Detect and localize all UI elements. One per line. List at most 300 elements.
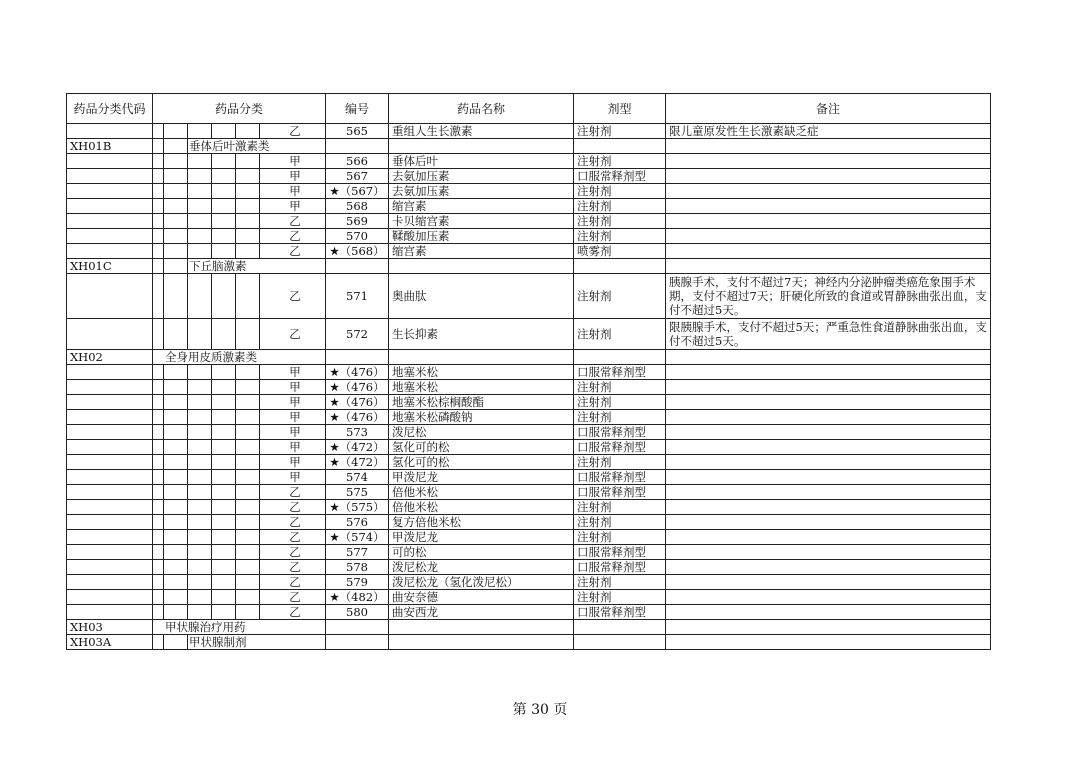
number-cell: ★（476） — [326, 380, 389, 395]
table-row — [67, 350, 991, 365]
category-label: 甲状腺治疗用药 — [165, 620, 246, 634]
tree-divider — [187, 545, 188, 559]
tree-divider — [235, 169, 236, 183]
insurance-level: 甲 — [289, 395, 301, 409]
tree-divider — [163, 530, 164, 544]
insurance-level: 乙 — [289, 289, 301, 303]
tree-divider — [259, 124, 260, 138]
category-tree — [153, 274, 325, 318]
drug-name-cell: 甲泼尼龙 — [389, 530, 574, 545]
number-cell: 574 — [326, 470, 389, 485]
dosage-form-cell: 口服常释剂型 — [574, 560, 666, 575]
category-code-cell — [67, 124, 153, 139]
insurance-level: 甲 — [289, 169, 301, 183]
drug-name-cell: 地塞米松磷酸钠 — [389, 410, 574, 425]
drug-name-cell: 生长抑素 — [389, 319, 574, 350]
category-tree — [153, 485, 325, 499]
drug-name-cell: 复方倍他米松 — [389, 515, 574, 530]
drug-name-cell: 氢化可的松 — [389, 455, 574, 470]
category-tree — [153, 605, 325, 619]
tree-divider — [163, 470, 164, 484]
tree-divider — [187, 199, 188, 213]
category-tree — [153, 319, 325, 349]
dosage-form-cell: 注射剂 — [574, 575, 666, 590]
tree-divider — [211, 410, 212, 424]
tree-divider — [163, 425, 164, 439]
tree-divider — [187, 229, 188, 243]
category-code-cell — [67, 605, 153, 620]
tree-divider — [163, 124, 164, 138]
drug-name-cell: 倍他米松 — [389, 485, 574, 500]
category-cell — [153, 244, 326, 259]
tree-divider — [187, 605, 188, 619]
category-code-cell — [67, 425, 153, 440]
tree-divider — [259, 485, 260, 499]
remarks-cell — [666, 605, 991, 620]
tree-divider — [187, 395, 188, 409]
category-tree — [153, 154, 325, 168]
drug-name-cell: 去氨加压素 — [389, 184, 574, 199]
tree-divider — [163, 605, 164, 619]
tree-divider — [259, 590, 260, 604]
tree-divider — [211, 124, 212, 138]
tree-divider — [211, 380, 212, 394]
tree-divider — [259, 184, 260, 198]
tree-divider — [187, 154, 188, 168]
category-tree — [153, 365, 325, 379]
drug-name-cell: 重组人生长激素 — [389, 124, 574, 139]
category-code-cell — [67, 515, 153, 530]
drug-name-cell: 倍他米松 — [389, 500, 574, 515]
table-row — [67, 560, 991, 575]
dosage-form-cell: 注射剂 — [574, 154, 666, 169]
category-cell — [153, 259, 326, 274]
remarks-cell — [666, 440, 991, 455]
drug-name-cell: 甲泼尼龙 — [389, 470, 574, 485]
tree-divider — [211, 440, 212, 454]
category-cell — [153, 274, 326, 319]
tree-divider — [235, 470, 236, 484]
header-drug-name: 药品名称 — [389, 94, 574, 124]
drug-name-cell — [389, 350, 574, 365]
tree-divider — [235, 380, 236, 394]
dosage-form-cell — [574, 350, 666, 365]
insurance-level: 甲 — [289, 410, 301, 424]
table-row — [67, 575, 991, 590]
tree-divider — [211, 365, 212, 379]
category-cell — [153, 350, 326, 365]
category-cell — [153, 470, 326, 485]
dosage-form-cell: 注射剂 — [574, 229, 666, 244]
tree-divider — [259, 410, 260, 424]
category-tree — [153, 440, 325, 454]
remarks-cell — [666, 350, 991, 365]
category-tree — [153, 530, 325, 544]
table-row — [67, 214, 991, 229]
category-cell — [153, 440, 326, 455]
tree-divider — [163, 139, 164, 153]
category-code-cell — [67, 154, 153, 169]
remarks-cell — [666, 590, 991, 605]
category-cell — [153, 605, 326, 620]
tree-divider — [211, 214, 212, 228]
dosage-form-cell: 口服常释剂型 — [574, 485, 666, 500]
category-tree — [153, 184, 325, 198]
tree-divider — [235, 154, 236, 168]
tree-divider — [211, 455, 212, 469]
remarks-cell — [666, 560, 991, 575]
tree-divider — [211, 169, 212, 183]
category-tree — [153, 259, 325, 273]
drug-name-cell — [389, 139, 574, 154]
drug-name-cell: 泼尼松龙 — [389, 560, 574, 575]
number-cell: ★（472） — [326, 455, 389, 470]
tree-divider — [211, 229, 212, 243]
tree-divider — [235, 425, 236, 439]
category-code-cell: XH03 — [67, 620, 153, 635]
tree-divider — [163, 274, 164, 318]
number-cell: 577 — [326, 545, 389, 560]
tree-divider — [187, 440, 188, 454]
category-code-cell — [67, 244, 153, 259]
category-code-cell: XH01B — [67, 139, 153, 154]
tree-divider — [163, 380, 164, 394]
tree-divider — [235, 319, 236, 349]
tree-divider — [187, 515, 188, 529]
dosage-form-cell: 注射剂 — [574, 515, 666, 530]
tree-divider — [211, 244, 212, 258]
number-cell: ★（482） — [326, 590, 389, 605]
number-cell: 569 — [326, 214, 389, 229]
drug-name-cell: 地塞米松 — [389, 380, 574, 395]
tree-divider — [187, 470, 188, 484]
remarks-cell — [666, 184, 991, 199]
tree-divider — [187, 530, 188, 544]
table-row — [67, 184, 991, 199]
remarks-cell — [666, 515, 991, 530]
category-code-cell — [67, 560, 153, 575]
tree-divider — [163, 455, 164, 469]
dosage-form-cell: 注射剂 — [574, 455, 666, 470]
tree-divider — [187, 455, 188, 469]
category-tree — [153, 380, 325, 394]
tree-divider — [259, 455, 260, 469]
tree-divider — [259, 440, 260, 454]
table-row — [67, 500, 991, 515]
drug-name-cell: 地塞米松棕榈酸酯 — [389, 395, 574, 410]
tree-divider — [187, 425, 188, 439]
tree-divider — [163, 214, 164, 228]
drug-name-cell: 地塞米松 — [389, 365, 574, 380]
category-tree — [153, 620, 325, 634]
tree-divider — [211, 530, 212, 544]
dosage-form-cell: 注射剂 — [574, 530, 666, 545]
remarks-cell — [666, 229, 991, 244]
category-cell — [153, 425, 326, 440]
category-cell — [153, 500, 326, 515]
drug-name-cell: 垂体后叶 — [389, 154, 574, 169]
page-number: 第 30 页 — [512, 702, 568, 718]
tree-divider — [235, 530, 236, 544]
table-row — [67, 319, 991, 350]
table-row — [67, 440, 991, 455]
category-code-cell — [67, 455, 153, 470]
number-cell: 567 — [326, 169, 389, 184]
category-cell — [153, 485, 326, 500]
tree-divider — [163, 169, 164, 183]
tree-divider — [259, 560, 260, 574]
number-cell: ★（574） — [326, 530, 389, 545]
tree-divider — [163, 560, 164, 574]
category-code-cell — [67, 500, 153, 515]
category-label: 下丘脑激素 — [189, 259, 247, 273]
remarks-cell — [666, 485, 991, 500]
category-cell — [153, 635, 326, 650]
tree-divider — [259, 515, 260, 529]
tree-divider — [187, 560, 188, 574]
remarks-cell — [666, 169, 991, 184]
tree-divider — [235, 485, 236, 499]
tree-divider — [259, 575, 260, 589]
category-tree — [153, 169, 325, 183]
remarks-cell — [666, 425, 991, 440]
tree-divider — [163, 365, 164, 379]
category-code-cell — [67, 545, 153, 560]
category-code-cell — [67, 184, 153, 199]
category-tree — [153, 244, 325, 258]
header-dosage-form: 剂型 — [574, 94, 666, 124]
category-label: 全身用皮质激素类 — [165, 350, 257, 364]
category-cell — [153, 365, 326, 380]
remarks-cell — [666, 139, 991, 154]
header-number: 编号 — [326, 94, 389, 124]
insurance-level: 甲 — [289, 184, 301, 198]
tree-divider — [235, 605, 236, 619]
category-code-cell — [67, 410, 153, 425]
tree-divider — [187, 319, 188, 349]
tree-divider — [163, 259, 164, 273]
dosage-form-cell — [574, 620, 666, 635]
category-code-cell — [67, 229, 153, 244]
tree-divider — [163, 440, 164, 454]
dosage-form-cell: 注射剂 — [574, 274, 666, 319]
insurance-level: 乙 — [289, 545, 301, 559]
tree-divider — [163, 500, 164, 514]
number-cell — [326, 620, 389, 635]
number-cell: 571 — [326, 274, 389, 319]
dosage-form-cell: 口服常释剂型 — [574, 545, 666, 560]
tree-divider — [259, 199, 260, 213]
remarks-cell — [666, 214, 991, 229]
category-code-cell — [67, 214, 153, 229]
remarks-cell: 限儿童原发性生长激素缺乏症 — [666, 124, 991, 139]
number-cell: ★（567） — [326, 184, 389, 199]
tree-divider — [259, 169, 260, 183]
drug-name-cell — [389, 259, 574, 274]
header-category: 药品分类 — [153, 94, 326, 124]
category-cell — [153, 124, 326, 139]
tree-divider — [163, 410, 164, 424]
remarks-cell — [666, 635, 991, 650]
tree-divider — [187, 365, 188, 379]
tree-divider — [187, 485, 188, 499]
tree-divider — [235, 214, 236, 228]
dosage-form-cell: 口服常释剂型 — [574, 440, 666, 455]
dosage-form-cell: 喷雾剂 — [574, 244, 666, 259]
remarks-cell — [666, 500, 991, 515]
number-cell: 565 — [326, 124, 389, 139]
tree-divider — [259, 365, 260, 379]
tree-divider — [163, 199, 164, 213]
tree-divider — [163, 319, 164, 349]
category-cell — [153, 455, 326, 470]
table-row — [67, 545, 991, 560]
remarks-cell: 限胰腺手术，支付不超过5天；严重急性食道静脉曲张出血，支付不超过5天。 — [666, 319, 991, 350]
remarks-cell — [666, 410, 991, 425]
category-tree — [153, 590, 325, 604]
insurance-level: 乙 — [289, 500, 301, 514]
insurance-level: 乙 — [289, 214, 301, 228]
tree-divider — [259, 545, 260, 559]
tree-divider — [235, 124, 236, 138]
insurance-level: 甲 — [289, 425, 301, 439]
category-code-cell — [67, 274, 153, 319]
drug-catalog-table — [66, 93, 991, 650]
table-row — [67, 229, 991, 244]
tree-divider — [235, 184, 236, 198]
tree-divider — [235, 199, 236, 213]
dosage-form-cell: 口服常释剂型 — [574, 169, 666, 184]
category-cell — [153, 169, 326, 184]
number-cell: 568 — [326, 199, 389, 214]
number-cell — [326, 350, 389, 365]
category-tree — [153, 199, 325, 213]
insurance-level: 甲 — [289, 199, 301, 213]
tree-divider — [187, 410, 188, 424]
category-cell — [153, 515, 326, 530]
insurance-level: 甲 — [289, 455, 301, 469]
category-cell — [153, 229, 326, 244]
category-cell — [153, 560, 326, 575]
category-cell — [153, 410, 326, 425]
number-cell: 575 — [326, 485, 389, 500]
insurance-level: 乙 — [289, 530, 301, 544]
category-code-cell — [67, 575, 153, 590]
tree-divider — [211, 395, 212, 409]
category-tree — [153, 350, 325, 364]
dosage-form-cell — [574, 259, 666, 274]
category-code-cell — [67, 380, 153, 395]
category-code-cell — [67, 199, 153, 214]
category-tree — [153, 545, 325, 559]
tree-divider — [211, 545, 212, 559]
tree-divider — [211, 560, 212, 574]
tree-divider — [211, 575, 212, 589]
remarks-cell — [666, 575, 991, 590]
insurance-level: 乙 — [289, 124, 301, 138]
tree-divider — [211, 470, 212, 484]
table-row — [67, 244, 991, 259]
tree-divider — [259, 229, 260, 243]
table-row — [67, 455, 991, 470]
category-code-cell — [67, 470, 153, 485]
category-cell — [153, 545, 326, 560]
dosage-form-cell — [574, 139, 666, 154]
insurance-level: 乙 — [289, 560, 301, 574]
tree-divider — [259, 470, 260, 484]
number-cell: ★（472） — [326, 440, 389, 455]
tree-divider — [259, 274, 260, 318]
table-row — [67, 530, 991, 545]
tree-divider — [211, 515, 212, 529]
category-cell — [153, 530, 326, 545]
tree-divider — [235, 274, 236, 318]
remarks-cell — [666, 395, 991, 410]
dosage-form-cell: 口服常释剂型 — [574, 365, 666, 380]
tree-divider — [211, 184, 212, 198]
table-row — [67, 365, 991, 380]
insurance-level: 甲 — [289, 154, 301, 168]
tree-divider — [235, 515, 236, 529]
tree-divider — [163, 154, 164, 168]
number-cell: 572 — [326, 319, 389, 350]
category-tree — [153, 395, 325, 409]
dosage-form-cell: 口服常释剂型 — [574, 425, 666, 440]
drug-name-cell: 奥曲肽 — [389, 274, 574, 319]
drug-name-cell: 氢化可的松 — [389, 440, 574, 455]
dosage-form-cell: 口服常释剂型 — [574, 605, 666, 620]
tree-divider — [163, 244, 164, 258]
category-code-cell — [67, 440, 153, 455]
insurance-level: 乙 — [289, 244, 301, 258]
tree-divider — [235, 365, 236, 379]
category-tree — [153, 575, 325, 589]
number-cell: 576 — [326, 515, 389, 530]
table-row — [67, 515, 991, 530]
category-tree — [153, 515, 325, 529]
drug-name-cell: 鞣酸加压素 — [389, 229, 574, 244]
category-cell — [153, 184, 326, 199]
tree-divider — [235, 395, 236, 409]
tree-divider — [235, 560, 236, 574]
table-header-row — [67, 94, 991, 124]
category-code-cell — [67, 169, 153, 184]
number-cell: ★（476） — [326, 395, 389, 410]
tree-divider — [187, 184, 188, 198]
tree-divider — [211, 154, 212, 168]
category-tree — [153, 635, 325, 649]
tree-divider — [235, 575, 236, 589]
insurance-level: 乙 — [289, 485, 301, 499]
tree-divider — [211, 425, 212, 439]
number-cell — [326, 635, 389, 650]
tree-divider — [163, 184, 164, 198]
category-code-cell: XH01C — [67, 259, 153, 274]
table-row — [67, 259, 991, 274]
insurance-level: 乙 — [289, 229, 301, 243]
remarks-cell — [666, 545, 991, 560]
drug-name-cell: 缩宫素 — [389, 199, 574, 214]
insurance-level: 乙 — [289, 575, 301, 589]
drug-name-cell: 缩宫素 — [389, 244, 574, 259]
tree-divider — [187, 274, 188, 318]
table-row — [67, 395, 991, 410]
number-cell: 579 — [326, 575, 389, 590]
insurance-level: 甲 — [289, 380, 301, 394]
tree-divider — [187, 590, 188, 604]
category-tree — [153, 455, 325, 469]
tree-divider — [187, 124, 188, 138]
